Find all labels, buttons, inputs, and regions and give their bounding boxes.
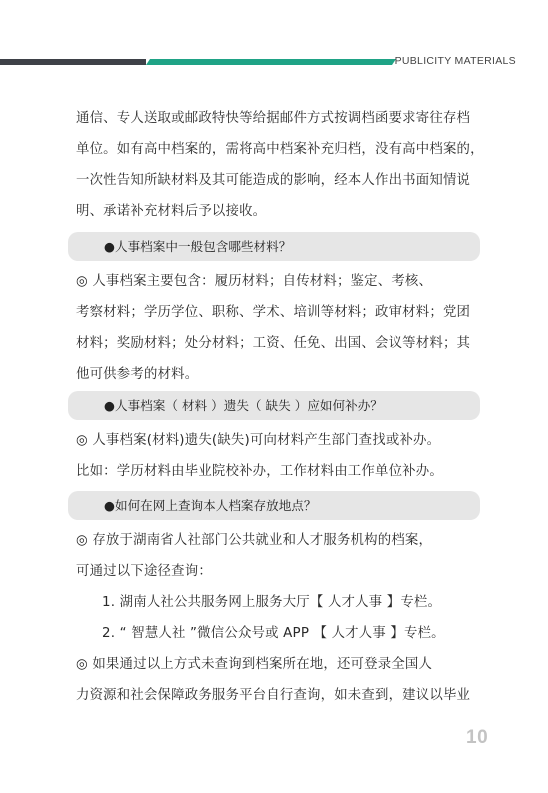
answer-lost-files [76,425,480,487]
text-line: 通信、专人送取或邮政特快等给据邮件方式按调档函要求寄往存档 [76,111,471,126]
question-box-lost-files [68,391,480,420]
list-item: 2. “ 智慧人社 ”微信公众号或 APP 【 人才人事 】专栏。 [102,626,445,641]
question-box-online-query [68,491,480,520]
text-line: 考察材料；学历学位、职称、学术、培训等材料；政审材料；党团 [76,305,471,320]
text-line: 材料；奖励材料；处分材料；工资、任免、出国、会议等材料；其 [76,336,471,351]
page-number: 10 [466,727,489,748]
question-text: ●如何在网上查询本人档案存放地点？ [104,498,317,513]
text-line: ◎ 如果通过以上方式未查询到档案所在地，还可登录全国人 [76,657,433,672]
text-line: 力资源和社会保障政务服务平台自行查询，如未查到，建议以毕业 [76,688,471,703]
text-line: 一次性告知所缺材料及其可能造成的影响，经本人作出书面知情说 [76,173,471,188]
text-line: ◎ 存放于湖南省人社部门公共就业和人才服务机构的档案， [76,533,433,548]
text-line: ◎ 人事档案(材料)遗失(缺失)可向材料产生部门查找或补办。 [76,433,441,448]
answer-online-query [76,525,480,711]
text-line: 可通过以下途径查询： [76,564,212,579]
header-bar-dark [0,59,146,65]
question-box-contents [68,232,480,261]
text-line: ◎ 人事档案主要包含：履历材料；自传材料；鉴定、考核、 [76,274,433,289]
answer-contents [76,266,480,390]
header-label: PUBLICITY MATERIALS [394,55,516,67]
header-bar-green [146,59,396,65]
intro-paragraph [76,103,484,227]
text-line: 比如：学历材料由毕业院校补办，工作材料由工作单位补办。 [76,464,443,479]
text-line: 他可供参考的材料。 [76,367,199,382]
question-text: ●人事档案中一般包含哪些材料？ [104,239,292,254]
text-line: 单位。如有高中档案的，需将高中档案补充归档，没有高中档案的， [76,142,484,157]
text-line: 明、承诺补充材料后予以接收。 [76,204,267,219]
list-item: 1. 湖南人社公共服务网上服务大厅【 人才人事 】专栏。 [102,595,442,610]
question-text: ●人事档案（ 材料 ）遗失（ 缺失 ）应如何补办？ [104,398,383,413]
